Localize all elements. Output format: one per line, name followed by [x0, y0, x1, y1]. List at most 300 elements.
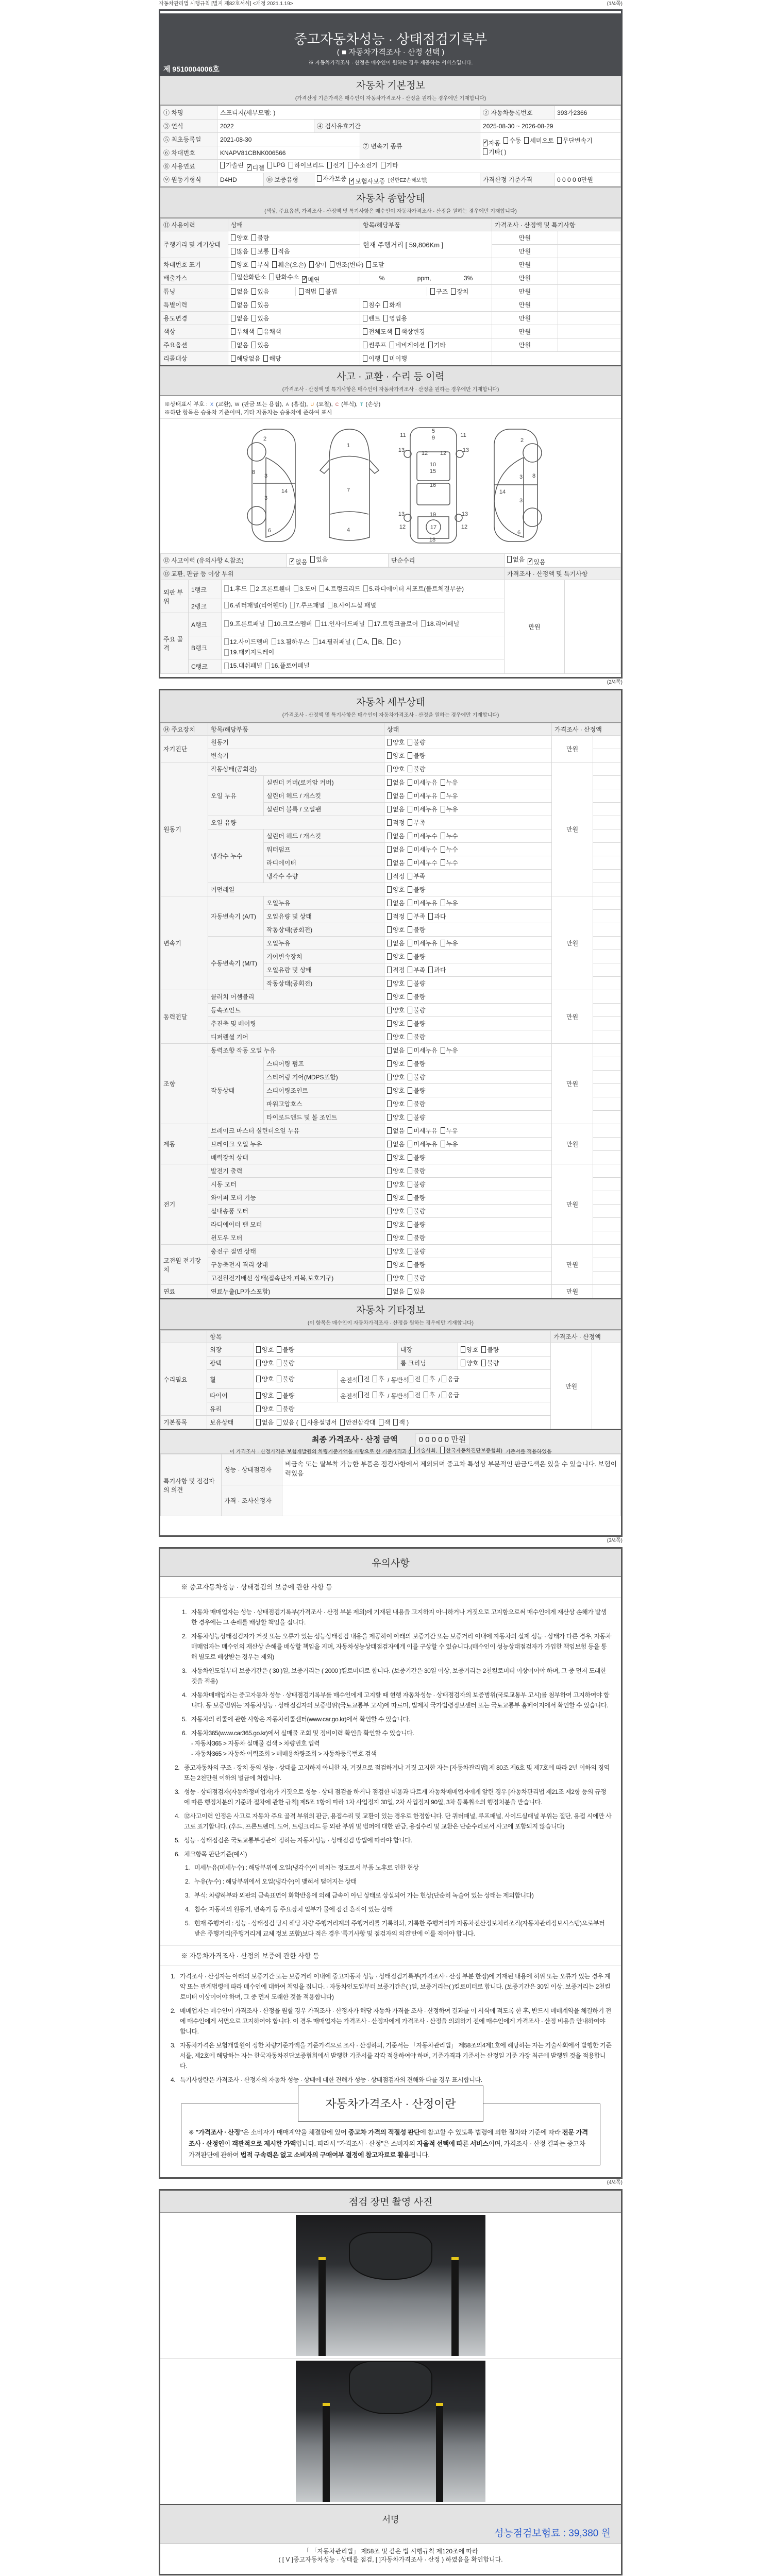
price-note[interactable]	[593, 789, 621, 803]
checkbox[interactable]	[224, 620, 229, 627]
checkbox[interactable]	[408, 779, 412, 786]
checkbox[interactable]	[358, 638, 362, 645]
checkbox-option[interactable]	[387, 1166, 405, 1175]
checkbox-option[interactable]	[408, 992, 425, 1001]
checkbox[interactable]	[315, 620, 320, 627]
checkbox-option[interactable]	[408, 818, 425, 827]
checkbox-option[interactable]	[358, 1375, 370, 1383]
checkbox-option[interactable]	[442, 1375, 459, 1383]
checkbox[interactable]	[387, 886, 392, 893]
checkbox-option[interactable]	[256, 1345, 274, 1354]
checkbox-option[interactable]	[441, 1046, 458, 1055]
checkbox-option[interactable]	[387, 939, 405, 947]
checkbox[interactable]	[256, 1419, 261, 1426]
checkbox-option[interactable]	[373, 1391, 384, 1399]
checkbox-option[interactable]	[408, 1287, 425, 1296]
checkbox[interactable]	[387, 1074, 392, 1080]
checkbox-option[interactable]	[277, 1375, 294, 1383]
checkbox[interactable]	[340, 1419, 345, 1426]
checkbox[interactable]	[408, 1087, 412, 1094]
part-option[interactable]	[328, 601, 376, 610]
checkbox-option[interactable]	[373, 1375, 384, 1383]
checkbox[interactable]	[387, 792, 392, 799]
price-note[interactable]	[593, 1164, 621, 1178]
checkbox[interactable]	[387, 1261, 392, 1268]
checkbox[interactable]	[451, 288, 456, 295]
price-note[interactable]	[593, 1245, 621, 1258]
checkbox-option[interactable]	[390, 341, 425, 349]
checkbox-option[interactable]	[408, 1126, 437, 1135]
part-option[interactable]	[224, 619, 265, 629]
checkbox[interactable]	[428, 967, 433, 973]
checkbox[interactable]	[408, 940, 412, 946]
checkbox[interactable]	[441, 1141, 445, 1147]
checkbox[interactable]	[441, 859, 445, 866]
checkbox[interactable]	[268, 620, 273, 627]
checkbox-option[interactable]	[387, 637, 401, 647]
checkbox-option[interactable]	[348, 161, 377, 170]
checkbox[interactable]	[363, 585, 368, 592]
checkbox[interactable]	[409, 1376, 413, 1382]
checkbox-option[interactable]	[256, 1391, 274, 1400]
checkbox[interactable]	[366, 261, 371, 268]
price-note[interactable]	[593, 1138, 621, 1151]
checkbox[interactable]	[383, 301, 388, 308]
checkbox-option[interactable]	[408, 912, 425, 921]
checkbox[interactable]	[231, 342, 236, 348]
checkbox-option[interactable]	[483, 147, 507, 156]
checkbox-option[interactable]	[408, 738, 425, 747]
price-note[interactable]	[593, 1017, 621, 1030]
checkbox[interactable]	[277, 1376, 281, 1382]
checkbox-option[interactable]	[363, 354, 380, 363]
checkbox[interactable]	[251, 248, 256, 255]
checkbox[interactable]	[428, 342, 433, 348]
checkbox-option[interactable]	[258, 327, 281, 336]
checkbox[interactable]	[387, 1020, 392, 1027]
checkbox-option[interactable]	[358, 1391, 370, 1399]
checkbox-option[interactable]	[277, 1391, 294, 1400]
checkbox[interactable]	[256, 1376, 261, 1382]
price-note[interactable]	[593, 816, 621, 829]
checkbox-option[interactable]	[272, 247, 290, 256]
checkbox[interactable]	[387, 1087, 392, 1094]
checkbox-option[interactable]	[349, 177, 385, 185]
checkbox-option[interactable]	[408, 1006, 425, 1014]
price-note[interactable]	[593, 977, 621, 990]
checkbox-option[interactable]	[387, 925, 405, 934]
checkbox-option[interactable]	[481, 1359, 499, 1367]
checkbox-option[interactable]	[441, 1140, 458, 1148]
checkbox[interactable]	[387, 1167, 392, 1174]
checkbox[interactable]	[408, 833, 412, 839]
checkbox[interactable]	[231, 301, 236, 308]
checkbox-option[interactable]	[408, 1233, 425, 1242]
checkbox-option[interactable]	[408, 845, 437, 854]
checkbox-option[interactable]	[379, 1418, 391, 1427]
checkbox[interactable]	[408, 1114, 412, 1121]
part-option[interactable]	[320, 584, 360, 594]
checkbox-option[interactable]	[387, 979, 405, 988]
checkbox[interactable]	[481, 1360, 486, 1366]
checkbox-option[interactable]	[387, 885, 405, 894]
checkbox-option[interactable]	[408, 1220, 425, 1229]
checkbox-option[interactable]	[387, 1274, 405, 1282]
checkbox-option[interactable]	[290, 557, 307, 566]
checkbox[interactable]	[277, 1346, 281, 1353]
checkbox-option[interactable]	[408, 872, 425, 880]
checkbox[interactable]	[258, 328, 262, 335]
checkbox[interactable]	[289, 162, 293, 168]
checkbox-option[interactable]	[408, 832, 437, 840]
checkbox-option[interactable]	[408, 1113, 425, 1122]
checkbox[interactable]	[387, 926, 392, 933]
checkbox[interactable]	[387, 1100, 392, 1107]
checkbox-option[interactable]	[393, 1418, 409, 1427]
checkbox[interactable]	[387, 1047, 392, 1054]
part-option[interactable]	[224, 648, 274, 657]
checkbox-option[interactable]	[408, 1073, 425, 1081]
checkbox-option[interactable]	[387, 1153, 405, 1162]
price-note[interactable]	[558, 245, 621, 258]
checkbox[interactable]	[409, 1392, 413, 1398]
checkbox-option[interactable]	[408, 1274, 425, 1282]
checkbox-option[interactable]	[317, 174, 346, 183]
checkbox[interactable]	[424, 1392, 428, 1398]
checkbox[interactable]	[358, 1376, 363, 1382]
checkbox-option[interactable]	[299, 287, 316, 296]
checkbox-option[interactable]	[503, 136, 521, 145]
checkbox[interactable]	[387, 873, 392, 879]
checkbox-option[interactable]	[408, 858, 437, 867]
price-note[interactable]	[593, 1044, 621, 1057]
checkbox[interactable]	[408, 1181, 412, 1188]
part-option[interactable]	[224, 601, 287, 610]
checkbox[interactable]	[441, 846, 445, 853]
checkbox-option[interactable]	[387, 1086, 405, 1095]
checkbox-option[interactable]	[387, 765, 405, 773]
checkbox-option[interactable]	[387, 778, 405, 787]
checkbox[interactable]	[442, 1376, 446, 1382]
checkbox[interactable]	[387, 1033, 392, 1040]
checkbox[interactable]	[440, 1447, 445, 1453]
checkbox[interactable]	[387, 1288, 392, 1295]
checkbox-option[interactable]	[387, 1287, 405, 1296]
checkbox[interactable]	[387, 779, 392, 786]
checkbox-option[interactable]	[363, 314, 380, 323]
checkbox[interactable]	[387, 900, 392, 906]
checkbox-option[interactable]	[387, 1032, 405, 1041]
checkbox[interactable]	[408, 1074, 412, 1080]
checkbox[interactable]	[408, 1275, 412, 1281]
checkbox-option[interactable]	[408, 1247, 425, 1256]
checkbox[interactable]	[408, 1020, 412, 1027]
checkbox[interactable]	[408, 926, 412, 933]
part-option[interactable]	[290, 601, 325, 610]
price-note[interactable]	[593, 762, 621, 776]
checkbox[interactable]	[363, 328, 367, 335]
checkbox[interactable]	[348, 162, 352, 168]
checkbox-option[interactable]	[441, 778, 458, 787]
price-note[interactable]	[593, 803, 621, 816]
checkbox[interactable]	[231, 274, 236, 280]
checkbox[interactable]	[408, 766, 412, 772]
checkbox-option[interactable]	[441, 1126, 458, 1135]
checkbox-option[interactable]	[387, 1140, 405, 1148]
checkbox-option[interactable]	[408, 1180, 425, 1189]
checkbox[interactable]	[313, 638, 317, 645]
checked-checkbox[interactable]: ✓	[290, 558, 295, 564]
checkbox-option[interactable]	[247, 163, 264, 172]
checkbox-option[interactable]	[277, 1359, 294, 1367]
checkbox-option[interactable]	[231, 354, 260, 363]
checkbox[interactable]	[387, 846, 392, 853]
part-option[interactable]	[224, 661, 262, 670]
checkbox-option[interactable]	[251, 260, 269, 269]
checkbox-option[interactable]	[408, 885, 425, 894]
checkbox-option[interactable]	[408, 778, 437, 787]
checkbox[interactable]	[224, 585, 229, 592]
checkbox[interactable]	[387, 1208, 392, 1214]
checkbox-option[interactable]	[387, 1073, 405, 1081]
checkbox[interactable]	[231, 355, 236, 362]
checkbox[interactable]	[524, 137, 529, 144]
checkbox[interactable]	[330, 261, 334, 268]
checkbox-option[interactable]	[309, 260, 327, 269]
checkbox-option[interactable]	[441, 858, 458, 867]
checkbox[interactable]	[387, 1114, 392, 1121]
checkbox-option[interactable]	[557, 136, 593, 145]
checkbox[interactable]	[387, 806, 392, 812]
checkbox-option[interactable]	[387, 1099, 405, 1108]
checkbox[interactable]	[310, 556, 315, 563]
checkbox[interactable]	[387, 739, 392, 745]
checkbox-option[interactable]	[387, 952, 405, 961]
checkbox[interactable]	[363, 355, 367, 362]
checkbox[interactable]	[387, 859, 392, 866]
price-note[interactable]	[593, 896, 621, 910]
price-note[interactable]	[593, 749, 621, 762]
checkbox[interactable]	[387, 1248, 392, 1255]
checkbox[interactable]	[387, 1194, 392, 1201]
checkbox[interactable]	[265, 663, 270, 669]
checkbox-option[interactable]	[483, 139, 500, 147]
checkbox-option[interactable]	[408, 1086, 425, 1095]
checkbox-option[interactable]	[256, 1359, 274, 1367]
checkbox-option[interactable]	[270, 273, 299, 281]
checkbox[interactable]	[251, 301, 256, 308]
checkbox-option[interactable]	[441, 832, 458, 840]
checkbox-option[interactable]	[387, 845, 405, 854]
checkbox[interactable]	[408, 792, 412, 799]
price-note[interactable]	[593, 1124, 621, 1138]
price-note[interactable]	[593, 1285, 621, 1298]
checkbox-option[interactable]	[395, 327, 425, 336]
checkbox[interactable]	[408, 819, 412, 826]
part-option[interactable]	[224, 584, 247, 594]
checkbox[interactable]	[441, 900, 445, 906]
checkbox[interactable]	[272, 261, 277, 268]
price-note[interactable]	[593, 870, 621, 883]
checkbox-option[interactable]	[461, 1345, 478, 1354]
checkbox[interactable]	[387, 638, 392, 645]
part-option[interactable]	[421, 619, 459, 629]
checkbox-option[interactable]	[481, 1345, 499, 1354]
checkbox-option[interactable]	[387, 791, 405, 800]
checkbox-option[interactable]	[408, 1193, 425, 1202]
checkbox-option[interactable]	[277, 1404, 294, 1413]
checkbox[interactable]	[270, 274, 274, 280]
checkbox[interactable]	[408, 900, 412, 906]
checkbox-option[interactable]	[387, 1006, 405, 1014]
checkbox-option[interactable]	[381, 161, 398, 170]
checkbox-option[interactable]	[408, 1153, 425, 1162]
checkbox[interactable]	[301, 1419, 306, 1426]
checkbox-option[interactable]	[320, 287, 337, 296]
price-note[interactable]	[593, 1218, 621, 1231]
checkbox-option[interactable]	[387, 872, 405, 880]
checkbox-option[interactable]	[461, 1359, 478, 1367]
checkbox-option[interactable]	[387, 751, 405, 760]
checkbox[interactable]	[387, 752, 392, 759]
checkbox[interactable]	[294, 585, 298, 592]
checkbox[interactable]	[383, 315, 388, 321]
checkbox-option[interactable]	[340, 1418, 376, 1427]
checkbox-option[interactable]	[277, 1345, 294, 1354]
checkbox-option[interactable]	[387, 832, 405, 840]
checkbox-option[interactable]	[363, 300, 380, 309]
checkbox[interactable]	[379, 1419, 383, 1426]
checkbox[interactable]	[408, 1261, 412, 1268]
checkbox[interactable]	[299, 288, 304, 295]
checkbox-option[interactable]	[301, 1418, 337, 1427]
checkbox[interactable]	[387, 833, 392, 839]
checkbox-option[interactable]	[387, 899, 405, 907]
checkbox-option[interactable]	[363, 327, 392, 336]
checkbox-option[interactable]	[231, 260, 248, 269]
checkbox-option[interactable]	[387, 1247, 405, 1256]
checkbox-option[interactable]	[451, 287, 468, 296]
price-note[interactable]	[558, 258, 621, 272]
price-note[interactable]	[593, 1030, 621, 1044]
price-note[interactable]	[558, 298, 621, 312]
checkbox[interactable]	[408, 1100, 412, 1107]
price-note[interactable]	[593, 1258, 621, 1272]
checkbox[interactable]	[231, 261, 236, 268]
checkbox-option[interactable]	[408, 939, 437, 947]
checkbox[interactable]	[387, 993, 392, 1000]
checkbox-option[interactable]	[409, 1391, 421, 1399]
price-note[interactable]	[558, 312, 621, 325]
checkbox-option[interactable]	[387, 1046, 405, 1055]
checkbox-option[interactable]	[441, 805, 458, 814]
price-note[interactable]	[593, 856, 621, 870]
price-note[interactable]	[593, 1057, 621, 1071]
checked-checkbox[interactable]: ✓	[350, 177, 355, 183]
checkbox-option[interactable]	[408, 791, 437, 800]
checkbox-option[interactable]	[366, 260, 384, 269]
checkbox[interactable]	[317, 175, 322, 182]
checkbox-option[interactable]	[409, 1375, 421, 1383]
checkbox[interactable]	[387, 1154, 392, 1161]
checkbox[interactable]	[224, 638, 229, 645]
checkbox-option[interactable]	[507, 555, 525, 564]
checkbox-option[interactable]	[231, 273, 266, 281]
checkbox-option[interactable]	[430, 287, 448, 296]
checkbox-option[interactable]	[251, 247, 269, 256]
checkbox[interactable]	[441, 833, 445, 839]
checkbox-option[interactable]	[383, 314, 407, 323]
checkbox-option[interactable]	[387, 1207, 405, 1215]
checkbox[interactable]	[290, 602, 295, 608]
checkbox-option[interactable]	[441, 845, 458, 854]
checkbox[interactable]	[387, 1060, 392, 1067]
checkbox[interactable]	[408, 1221, 412, 1228]
price-note[interactable]	[592, 1343, 621, 1429]
checkbox[interactable]	[408, 1060, 412, 1067]
checkbox[interactable]	[320, 288, 324, 295]
checkbox[interactable]	[224, 663, 229, 669]
part-option[interactable]	[224, 637, 268, 647]
checkbox-option[interactable]	[424, 1391, 435, 1399]
checkbox-option[interactable]	[302, 275, 320, 284]
checkbox-option[interactable]	[528, 557, 545, 566]
checkbox[interactable]	[461, 1360, 465, 1366]
checkbox[interactable]	[408, 859, 412, 866]
checkbox[interactable]	[503, 137, 508, 144]
checkbox-option[interactable]	[231, 247, 248, 256]
checkbox[interactable]	[390, 342, 394, 348]
part-option[interactable]	[368, 619, 418, 629]
checkbox-option[interactable]	[408, 1059, 425, 1068]
checkbox-option[interactable]	[251, 287, 269, 296]
checkbox[interactable]	[387, 940, 392, 946]
part-option[interactable]	[250, 584, 291, 594]
checkbox-option[interactable]	[387, 805, 405, 814]
checkbox[interactable]	[408, 1234, 412, 1241]
checkbox[interactable]	[393, 1419, 398, 1426]
checkbox[interactable]	[507, 556, 512, 563]
checkbox-option[interactable]	[231, 341, 248, 349]
price-note[interactable]	[558, 272, 621, 285]
checkbox[interactable]	[231, 328, 236, 335]
checkbox[interactable]	[408, 1007, 412, 1013]
checkbox[interactable]	[231, 315, 236, 321]
checkbox-option[interactable]	[441, 899, 458, 907]
price-note[interactable]	[558, 325, 621, 338]
checkbox[interactable]	[328, 602, 332, 608]
checkbox-option[interactable]	[272, 260, 306, 269]
checkbox[interactable]	[461, 1346, 465, 1353]
checkbox[interactable]	[387, 913, 392, 920]
checkbox[interactable]	[372, 638, 377, 645]
price-note[interactable]	[593, 1071, 621, 1084]
checkbox[interactable]	[387, 1221, 392, 1228]
checkbox[interactable]	[408, 953, 412, 960]
price-note[interactable]	[593, 963, 621, 977]
checked-checkbox[interactable]: ✓	[528, 558, 533, 564]
price-note[interactable]	[593, 776, 621, 789]
checkbox-option[interactable]	[441, 939, 458, 947]
checkbox[interactable]	[373, 1392, 377, 1398]
checkbox-option[interactable]	[408, 1260, 425, 1269]
checkbox-option[interactable]	[410, 1446, 437, 1454]
checkbox-option[interactable]	[408, 925, 425, 934]
checkbox-option[interactable]	[220, 161, 244, 170]
checkbox[interactable]	[483, 148, 488, 155]
price-note[interactable]	[593, 937, 621, 950]
checkbox[interactable]	[231, 288, 236, 295]
